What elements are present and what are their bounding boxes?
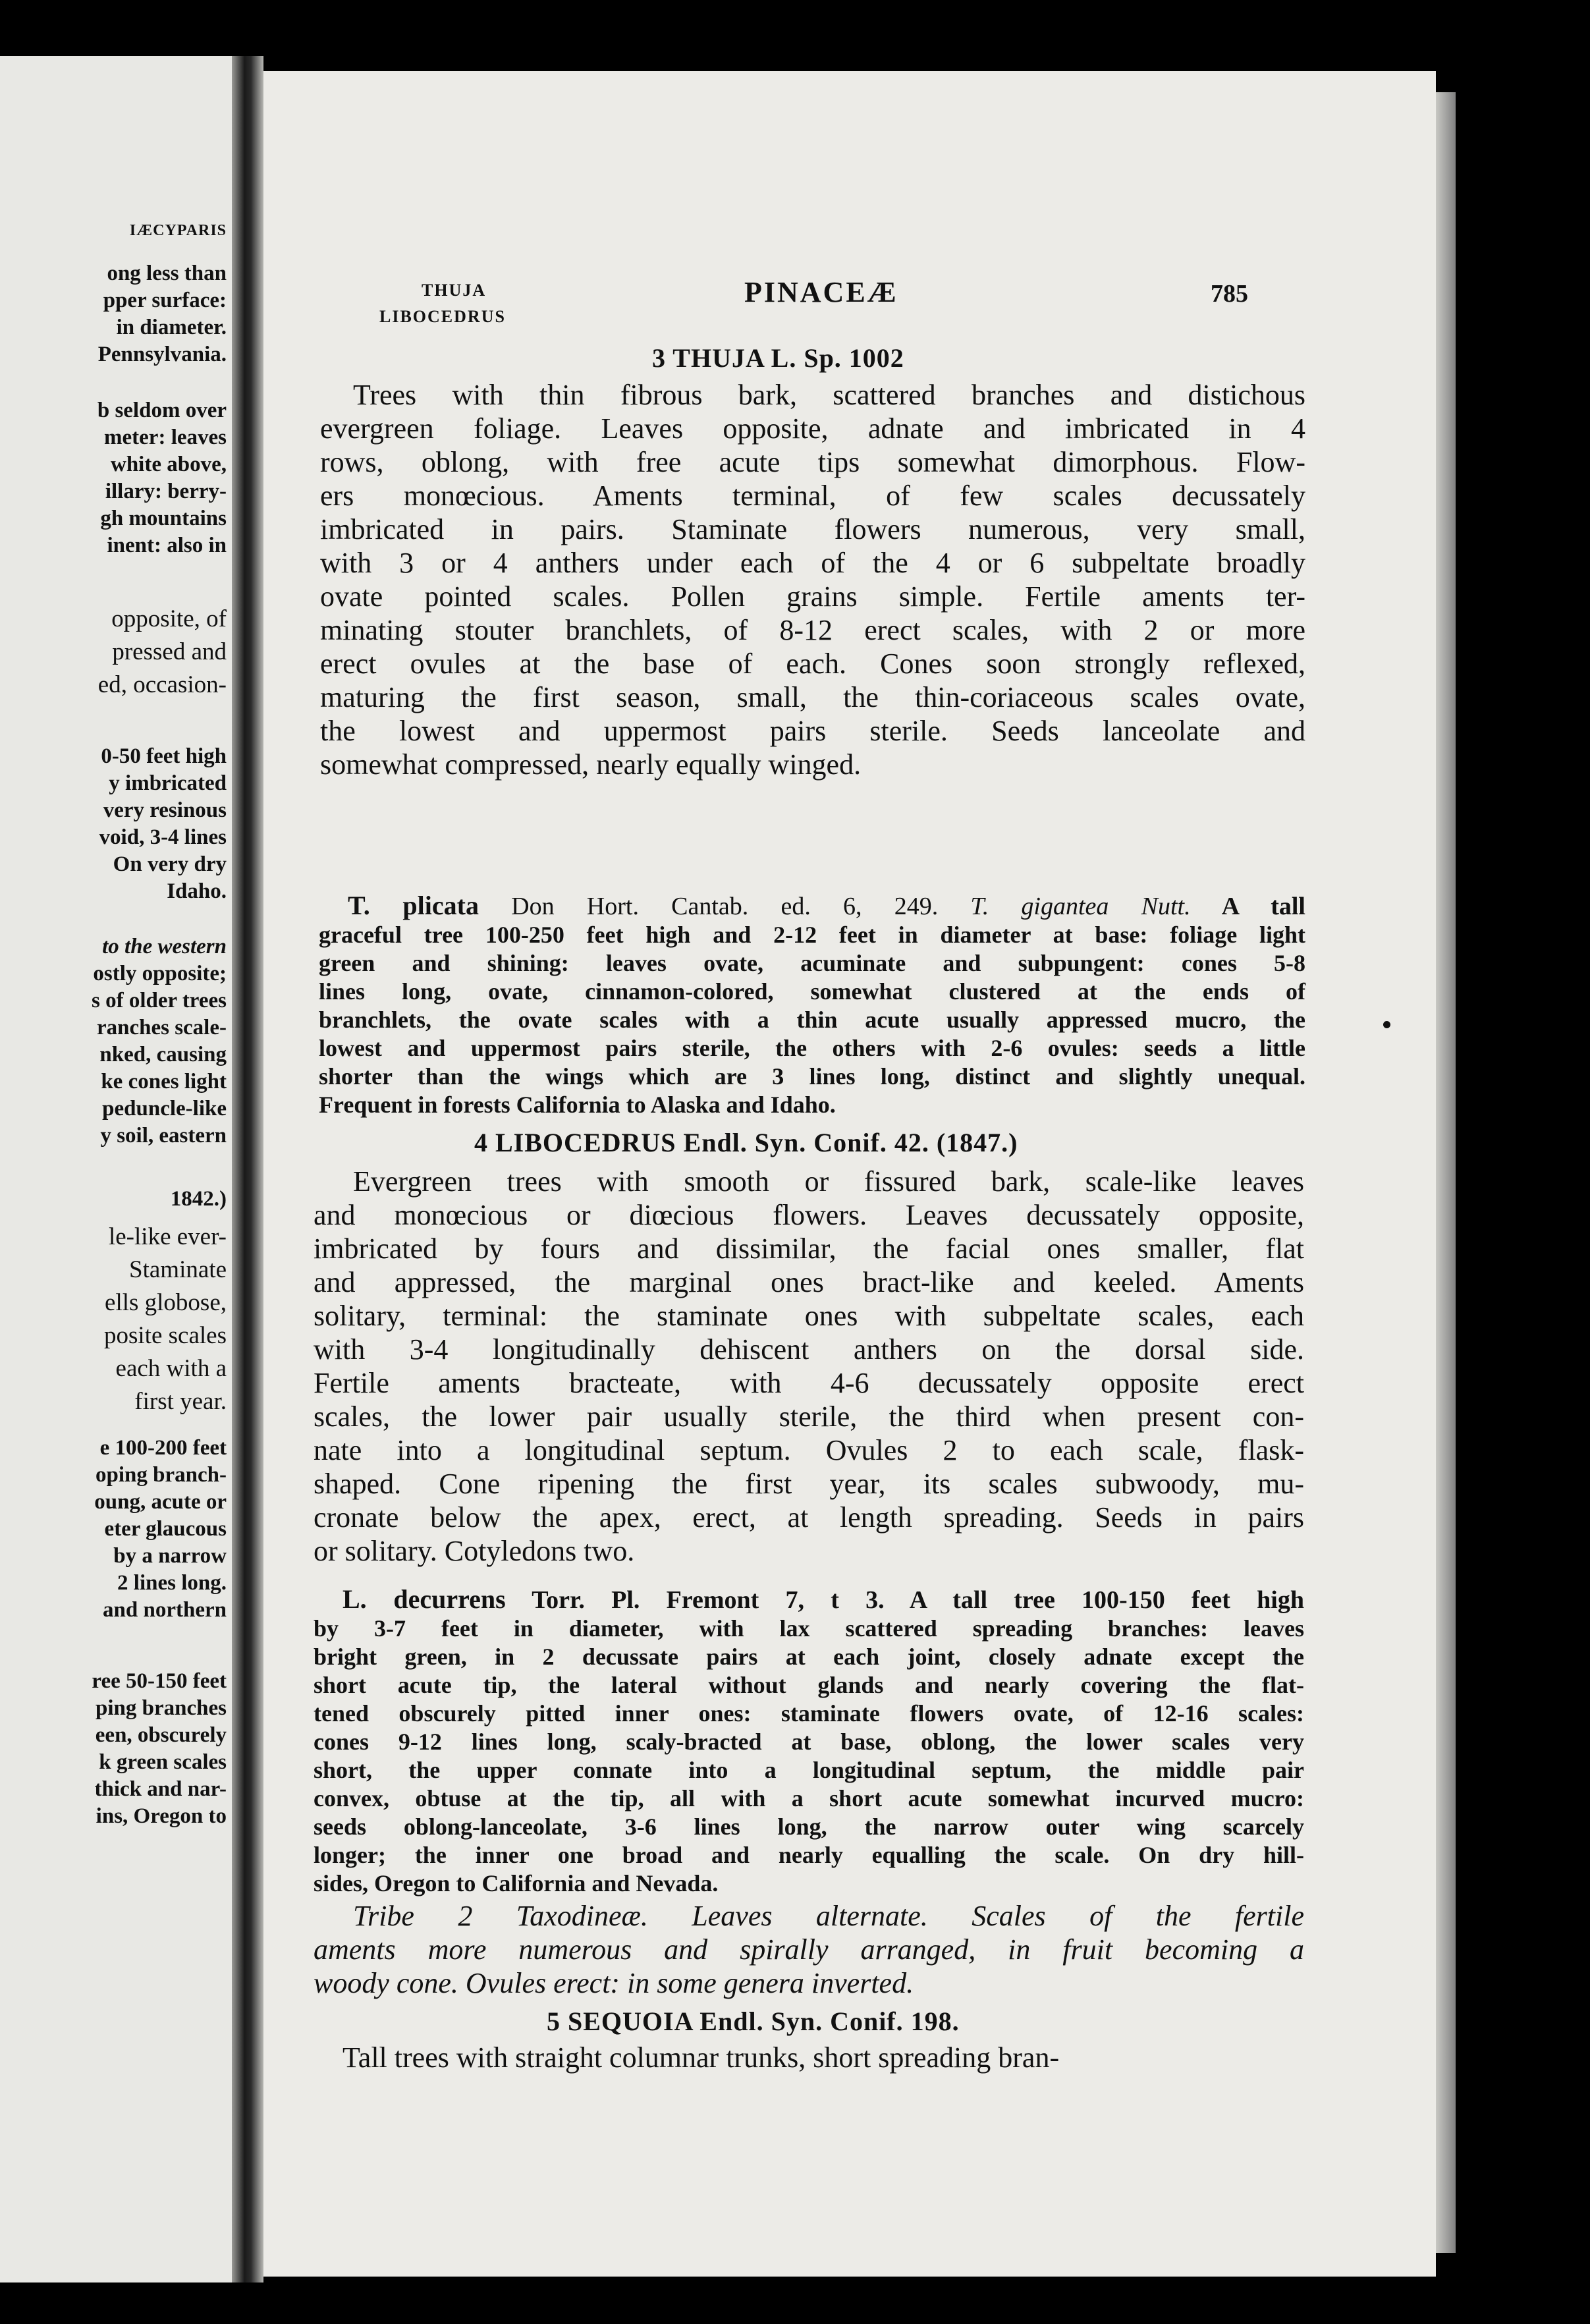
text-line: and monœcious or diœcious flowers. Leaves decussately opposite, xyxy=(314,1199,1304,1231)
facing-page-line: and northern xyxy=(103,1598,227,1622)
text-line: and appressed, the marginal ones bract-like and keeled. Aments xyxy=(314,1266,1304,1298)
text-line: somewhat compressed, nearly equally winged. xyxy=(320,748,862,781)
facing-page-line: ells globose, xyxy=(105,1289,227,1316)
text-line: lines long, ovate, cinnamon-colored, somewhat clustered at the ends of xyxy=(319,978,1305,1005)
text-line: with 3 or 4 anthers under each of the 4 or 6 subpeltate broadly xyxy=(320,547,1305,579)
text-line: tened obscurely pitted inner ones: staminate flowers ovate, of 12-16 scales: xyxy=(314,1700,1304,1727)
page-title-family: PINACEÆ xyxy=(744,276,898,308)
text-line: shaped. Cone ripening the first year, its scales subwoody, mu- xyxy=(314,1468,1304,1500)
facing-page-line: very resinous xyxy=(103,798,227,822)
facing-page-line: thick and nar- xyxy=(94,1777,227,1801)
text-line: scales, the lower pair usually sterile, the third when present con- xyxy=(314,1400,1304,1433)
text-line: short, the upper connate into a longitudinal septum, the middle pair xyxy=(314,1757,1304,1783)
facing-page-line: pressed and xyxy=(112,638,227,665)
species-name: L. decurrens xyxy=(343,1584,506,1614)
facing-page-line: 1842.) xyxy=(170,1187,227,1211)
facing-page-line: ree 50-150 feet xyxy=(92,1669,227,1693)
facing-page-line: ostly opposite; xyxy=(93,962,227,985)
libocedrus-decurrens-entry xyxy=(314,1585,1304,1898)
species-name: T. plicata xyxy=(348,891,479,920)
libocedrus-description xyxy=(314,1165,1304,1568)
text-line: Evergreen trees with smooth or fissured bark, scale-like leaves xyxy=(353,1165,1304,1198)
facing-page-line: peduncle-like xyxy=(102,1097,227,1120)
facing-page-line: void, 3-4 lines xyxy=(99,825,227,849)
facing-page-line: meter: leaves xyxy=(104,426,227,449)
text-line: graceful tree 100-250 feet high and 2-12 feet in diameter at base: foliage light xyxy=(319,922,1305,948)
page-number: 785 xyxy=(1211,280,1248,308)
text-line: rows, oblong, with free acute tips somewhat dimorphous. Flow- xyxy=(320,446,1305,478)
species-synonym: T. gigantea Nutt. xyxy=(970,893,1191,920)
text-line: longer; the inner one broad and nearly equalling the scale. On dry hill- xyxy=(314,1842,1304,1868)
facing-page-line: Staminate xyxy=(129,1256,227,1283)
facing-page-line: oping branch- xyxy=(96,1463,227,1487)
facing-page-line: een, obscurely xyxy=(95,1723,227,1747)
facing-page-line: pper surface: xyxy=(103,289,227,312)
text-line: convex, obtuse at the tip, all with a short acute somewhat incurved mucro: xyxy=(314,1785,1304,1812)
text-line: the lowest and uppermost pairs sterile. Seeds lanceolate and xyxy=(320,715,1305,747)
facing-page-line: each with a xyxy=(115,1355,227,1382)
text-line: maturing the first season, small, the thin-coriaceous scales ovate, xyxy=(320,681,1305,713)
facing-page-line: white above, xyxy=(111,453,227,476)
text-line: short acute tip, the lateral without glands and nearly covering the flat- xyxy=(314,1672,1304,1698)
text-line: cones 9-12 lines long, scaly-bracted at base, oblong, the lower scales very xyxy=(314,1729,1304,1755)
tribe-taxodineae xyxy=(314,1899,1304,2000)
facing-page-line: y imbricated xyxy=(109,771,227,795)
text-line: green and shining: leaves ovate, acuminate and subpungent: cones 5-8 xyxy=(319,950,1305,976)
text-line: branchlets, the ovate scales with a thin acute usually appressed mucro, the xyxy=(319,1007,1305,1033)
page-speck xyxy=(1383,1021,1390,1028)
facing-page-line: oung, acute or xyxy=(94,1490,227,1514)
text-line: lowest and uppermost pairs sterile, the others with 2-6 ovules: seeds a little xyxy=(319,1035,1305,1061)
text-line: Fertile aments bracteate, with 4-6 decussately opposite erect xyxy=(314,1367,1304,1399)
text-line: minating stouter branchlets, of 8-12 erect scales, with 2 or more xyxy=(320,614,1305,646)
facing-page-line: opposite, of xyxy=(111,605,227,632)
thuja-description xyxy=(320,378,1305,781)
facing-page-fragment xyxy=(0,56,232,2282)
species-first-line xyxy=(314,1585,1304,1615)
facing-page-line: ed, occasion- xyxy=(97,671,227,698)
facing-page-line: gh mountains xyxy=(100,507,227,530)
species-first-rest: A tall xyxy=(1190,893,1305,920)
text-line: Tribe 2 Taxodineæ. Leaves alternate. Scales of the fertile xyxy=(353,1900,1304,1932)
text-line: Trees with thin fibrous bark, scattered branches and distichous xyxy=(353,379,1305,411)
text-line: cronate below the apex, erect, at length spreading. Seeds in pairs xyxy=(314,1501,1304,1534)
facing-page-line: e 100-200 feet xyxy=(99,1436,227,1460)
facing-page-line: in diameter. xyxy=(116,316,227,339)
text-line: Frequent in forests California to Alaska and Idaho. xyxy=(319,1092,836,1118)
text-line: or solitary. Cotyledons two. xyxy=(314,1535,635,1567)
running-head-genus-1: THUJA xyxy=(422,281,487,300)
running-head-genus-2: LIBOCEDRUS xyxy=(379,307,506,326)
facing-page-line: ong less than xyxy=(107,262,227,285)
facing-page-line: ke cones light xyxy=(101,1070,227,1093)
facing-page-line: s of older trees xyxy=(92,989,227,1012)
facing-page-line: Idaho. xyxy=(167,879,227,903)
text-line: by 3-7 feet in diameter, with lax scattered spreading branches: leaves xyxy=(314,1615,1304,1642)
facing-page-line: 2 lines long. xyxy=(117,1571,227,1595)
text-line: evergreen foliage. Leaves opposite, adnate and imbricated in 4 xyxy=(320,412,1305,445)
facing-page-line: ins, Oregon to xyxy=(96,1804,227,1828)
facing-page-line: b seldom over xyxy=(97,399,227,422)
text-line: woody cone. Ovules erect: in some genera inverted. xyxy=(314,1967,914,1999)
genus-heading-libocedrus: 4 LIBOCEDRUS Endl. Syn. Conif. 42. (1847.) xyxy=(474,1128,1018,1157)
text-line: ers monœcious. Aments terminal, of few scales decussately xyxy=(320,480,1305,512)
facing-page-line: by a narrow xyxy=(113,1544,227,1568)
facing-page-line: 0-50 feet high xyxy=(101,744,227,768)
text-line: nate into a longitudinal septum. Ovules 2 to each scale, flask- xyxy=(314,1434,1304,1466)
text-line: sides, Oregon to California and Nevada. xyxy=(314,1870,719,1896)
facing-page-line: IÆCYPARIS xyxy=(129,222,227,239)
text-line: solitary, terminal: the staminate ones with subpeltate scales, each xyxy=(314,1300,1304,1332)
species-first-rest: Torr. Pl. Fremont 7, t 3. A tall tree 100-150 feet high xyxy=(505,1586,1304,1614)
text-line: bright green, in 2 decussate pairs at each joint, closely adnate except the xyxy=(314,1644,1304,1670)
text-line: aments more numerous and spirally arranged, in fruit becoming a xyxy=(314,1933,1304,1966)
facing-page-line: le-like ever- xyxy=(108,1223,227,1250)
facing-page-line: ranches scale- xyxy=(96,1016,227,1039)
genus-heading-sequoia: 5 SEQUOIA Endl. Syn. Conif. 198. xyxy=(547,2006,960,2036)
facing-page-line: Pennsylvania. xyxy=(97,343,227,366)
text-line: shorter than the wings which are 3 lines long, distinct and slightly unequal. xyxy=(319,1063,1305,1090)
text-line: seeds oblong-lanceolate, 3-6 lines long, the narrow outer wing scarcely xyxy=(314,1813,1304,1840)
facing-page-line: On very dry xyxy=(113,852,227,876)
genus-heading-thuja: 3 THUJA L. Sp. 1002 xyxy=(652,343,904,373)
page-785 xyxy=(263,71,1436,2277)
facing-page-line: inent: also in xyxy=(107,534,227,557)
text-line: imbricated by fours and dissimilar, the facial ones smaller, flat xyxy=(314,1232,1304,1265)
text-line: erect ovules at the base of each. Cones soon strongly reflexed, xyxy=(320,648,1305,680)
facing-page-line: nked, causing xyxy=(99,1043,227,1066)
species-first-line xyxy=(319,891,1305,921)
facing-page-line: y soil, eastern xyxy=(100,1124,227,1148)
facing-page-line: to the western xyxy=(102,935,227,958)
species-citation: Don Hort. Cantab. ed. 6, 249. xyxy=(478,893,971,920)
facing-page-line: ping branches xyxy=(96,1696,227,1720)
page-edge xyxy=(1436,92,1456,2253)
sequoia-first-line: Tall trees with straight columnar trunks, short spreading bran- xyxy=(343,2041,1060,2074)
facing-page-line: first year. xyxy=(134,1388,227,1415)
facing-page-line: illary: berry- xyxy=(105,480,227,503)
text-line: with 3-4 longitudinally dehiscent anthers on the dorsal side. xyxy=(314,1333,1304,1366)
facing-page-line: posite scales xyxy=(104,1322,227,1349)
text-line: ovate pointed scales. Pollen grains simple. Fertile aments ter- xyxy=(320,580,1305,613)
thuja-plicata-entry xyxy=(319,891,1305,1119)
facing-page-line: eter glaucous xyxy=(104,1517,227,1541)
text-line: imbricated in pairs. Staminate flowers numerous, very small, xyxy=(320,513,1305,545)
book-gutter xyxy=(232,56,263,2282)
facing-page-line: k green scales xyxy=(99,1750,227,1774)
